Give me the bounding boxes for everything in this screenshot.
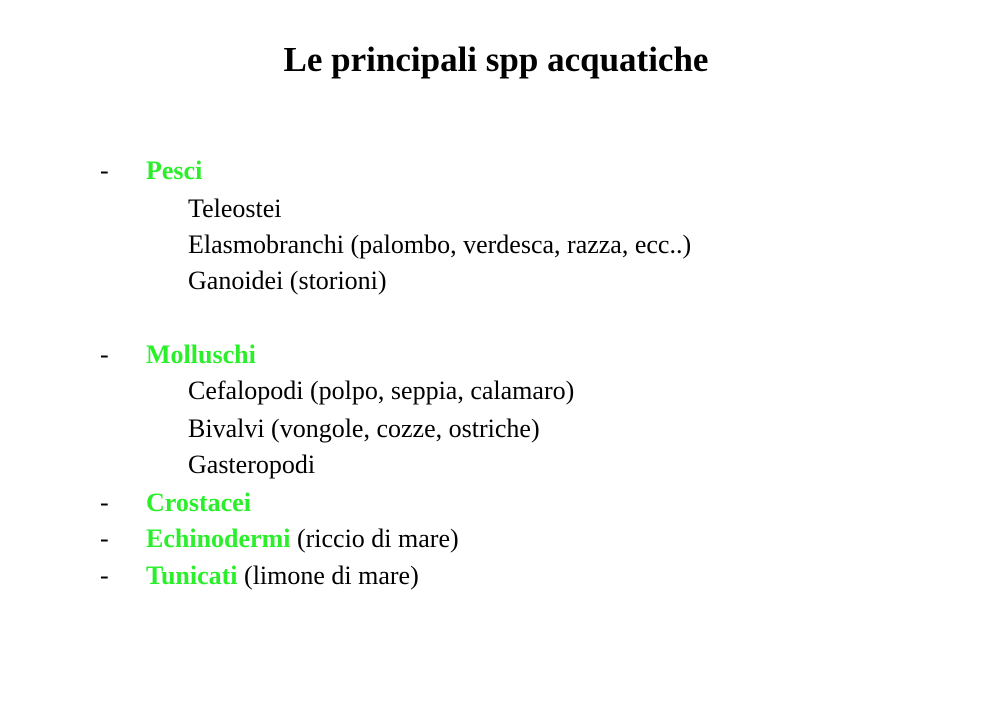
- subcategory-item: Elasmobranchi (palombo, verdesca, razza, ecc..): [188, 230, 692, 259]
- category-note: (riccio di mare): [290, 524, 459, 553]
- category-label: [146, 338, 256, 372]
- category-label: [146, 486, 251, 520]
- bullet-dash: -: [100, 524, 109, 553]
- subcategory-item: Teleostei: [188, 194, 282, 223]
- category-name: Echinodermi: [146, 524, 291, 553]
- category-label: [146, 522, 459, 556]
- category-name: Tunicati: [146, 561, 238, 590]
- category-name: Crostacei: [146, 488, 251, 517]
- bullet-dash: -: [100, 561, 109, 590]
- category-note: (limone di mare): [237, 561, 419, 590]
- subcategory-item: Cefalopodi (polpo, seppia, calamaro): [188, 376, 575, 405]
- slide-title: Le principali spp acquatiche: [283, 40, 709, 79]
- subcategory-item: Gasteropodi: [188, 450, 316, 479]
- bullet-dash: -: [100, 340, 109, 369]
- category-label: [146, 154, 202, 188]
- category-name: Molluschi: [146, 340, 256, 369]
- bullet-dash: -: [100, 156, 109, 185]
- subcategory-item: Bivalvi (vongole, cozze, ostriche): [188, 414, 540, 443]
- bullet-dash: -: [100, 488, 109, 517]
- subcategory-item: Ganoidei (storioni): [188, 266, 387, 295]
- category-name: Pesci: [146, 156, 203, 185]
- category-label: [146, 559, 419, 593]
